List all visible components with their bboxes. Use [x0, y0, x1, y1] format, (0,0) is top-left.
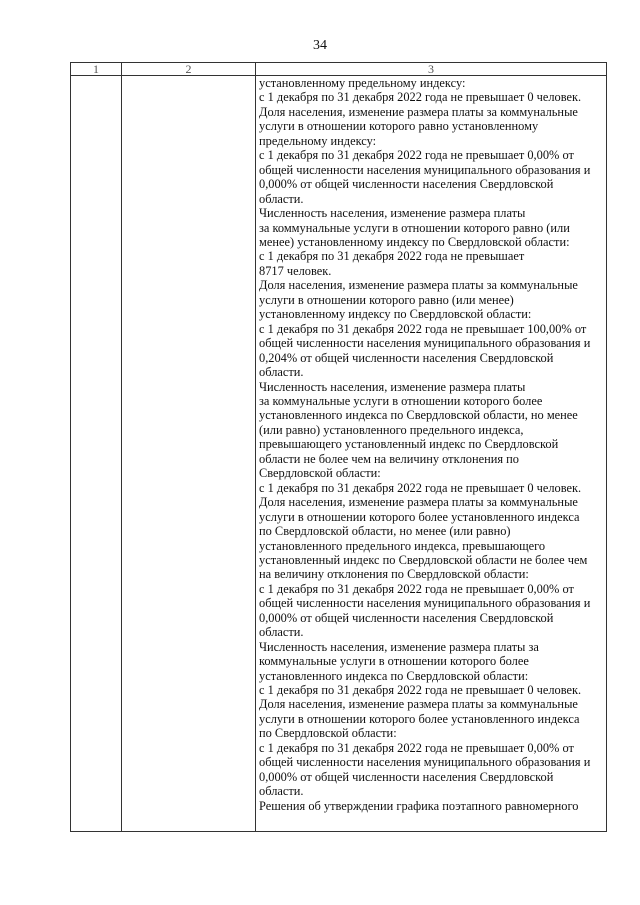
column-1-cell: [71, 76, 122, 832]
text-line: на величину отклонения по Свердловской области:: [259, 567, 529, 582]
text-line: установленный индекс по Свердловской области не более чем: [259, 552, 588, 567]
text-line: превышающего установленный индекс по Свердловской: [259, 437, 559, 452]
table-header-row: [71, 63, 607, 76]
text-line: области не более чем на величину отклонения по: [259, 451, 519, 466]
text-line: Доля населения, изменение размера платы за коммунальные: [259, 278, 578, 293]
table-row: [71, 76, 607, 832]
text-line: услуги в отношении которого равно установленному: [259, 119, 539, 134]
text-line: за коммунальные услуги в отношении которого равно (или: [259, 220, 570, 235]
text-line: 8717 человек.: [259, 263, 332, 278]
text-line: области.: [259, 365, 304, 380]
text-line: 0,000% от общей численности населения Свердловской: [259, 769, 554, 784]
page-number: 34: [313, 38, 327, 53]
text-line: по Свердловской области, но менее (или равно): [259, 524, 511, 539]
column-2-cell: [122, 76, 256, 832]
text-line: с 1 декабря по 31 декабря 2022 года не превышает 100,00% от: [259, 321, 587, 336]
text-line: услуги в отношении которого равно (или менее): [259, 292, 514, 307]
text-line: с 1 декабря по 31 декабря 2022 года не превышает 0 человек.: [259, 480, 582, 495]
text-line: 0,204% от общей численности населения Свердловской: [259, 350, 554, 365]
text-line: установленного индекса по Свердловской области:: [259, 668, 529, 683]
text-line: услуги в отношении которого более установленного индекса: [259, 711, 580, 726]
text-line: с 1 декабря по 31 декабря 2022 года не превышает 0,00% от: [259, 148, 574, 163]
text-line: менее) установленному индексу по Свердловской области:: [259, 234, 570, 249]
text-line: Численность населения, изменение размера платы: [259, 206, 526, 221]
text-line: коммунальные услуги в отношении которого более: [259, 654, 529, 669]
text-line: Доля населения, изменение размера платы за коммунальные: [259, 495, 578, 510]
text-line: области.: [259, 625, 304, 640]
text-line: с 1 декабря по 31 декабря 2022 года не превышает 0 человек.: [259, 90, 582, 105]
text-line: общей численности населения муниципального образования и: [259, 162, 591, 177]
text-line: области.: [259, 784, 304, 799]
text-line: Доля населения, изменение размера платы за коммунальные: [259, 697, 578, 712]
text-line: 0,000% от общей численности населения Свердловской: [259, 610, 554, 625]
text-line: установленному индексу по Свердловской области:: [259, 307, 532, 322]
text-line: установленного предельного индекса, превышающего: [259, 538, 546, 553]
text-line: по Свердловской области:: [259, 726, 397, 741]
text-line: с 1 декабря по 31 декабря 2022 года не превышает 0,00% от: [259, 740, 574, 755]
column-3-cell: [256, 76, 607, 832]
text-line: за коммунальные услуги в отношении которого более: [259, 393, 543, 408]
document-table: [70, 62, 607, 832]
column-header-1: 1: [71, 63, 122, 76]
text-line: общей численности населения муниципального образования и: [259, 755, 591, 770]
text-line: 0,000% от общей численности населения Свердловской: [259, 177, 554, 192]
text-line: общей численности населения муниципального образования и: [259, 336, 591, 351]
text-line: Доля населения, изменение размера платы за коммунальные: [259, 104, 578, 119]
text-line: с 1 декабря по 31 декабря 2022 года не превышает 0 человек.: [259, 683, 582, 698]
text-line: предельному индексу:: [259, 133, 377, 148]
text-line: услуги в отношении которого более установленного индекса: [259, 509, 580, 524]
column-header-2: 2: [122, 63, 256, 76]
text-line: Численность населения, изменение размера платы за: [259, 639, 539, 654]
column-header-3: 3: [256, 63, 607, 76]
text-line: установленному предельному индексу:: [259, 76, 466, 90]
text-line: Решения об утверждении графика поэтапного равномерного: [259, 798, 579, 813]
text-line: Свердловской области:: [259, 466, 381, 481]
text-line: Численность населения, изменение размера платы: [259, 379, 526, 394]
text-line: установленного индекса по Свердловской области, но менее: [259, 408, 578, 423]
text-line: с 1 декабря по 31 декабря 2022 года не превышает 0,00% от: [259, 581, 574, 596]
text-line: общей численности населения муниципального образования и: [259, 596, 591, 611]
text-line: с 1 декабря по 31 декабря 2022 года не превышает: [259, 249, 525, 264]
text-line: области.: [259, 191, 304, 206]
text-line: (или равно) установленного предельного индекса,: [259, 422, 524, 437]
